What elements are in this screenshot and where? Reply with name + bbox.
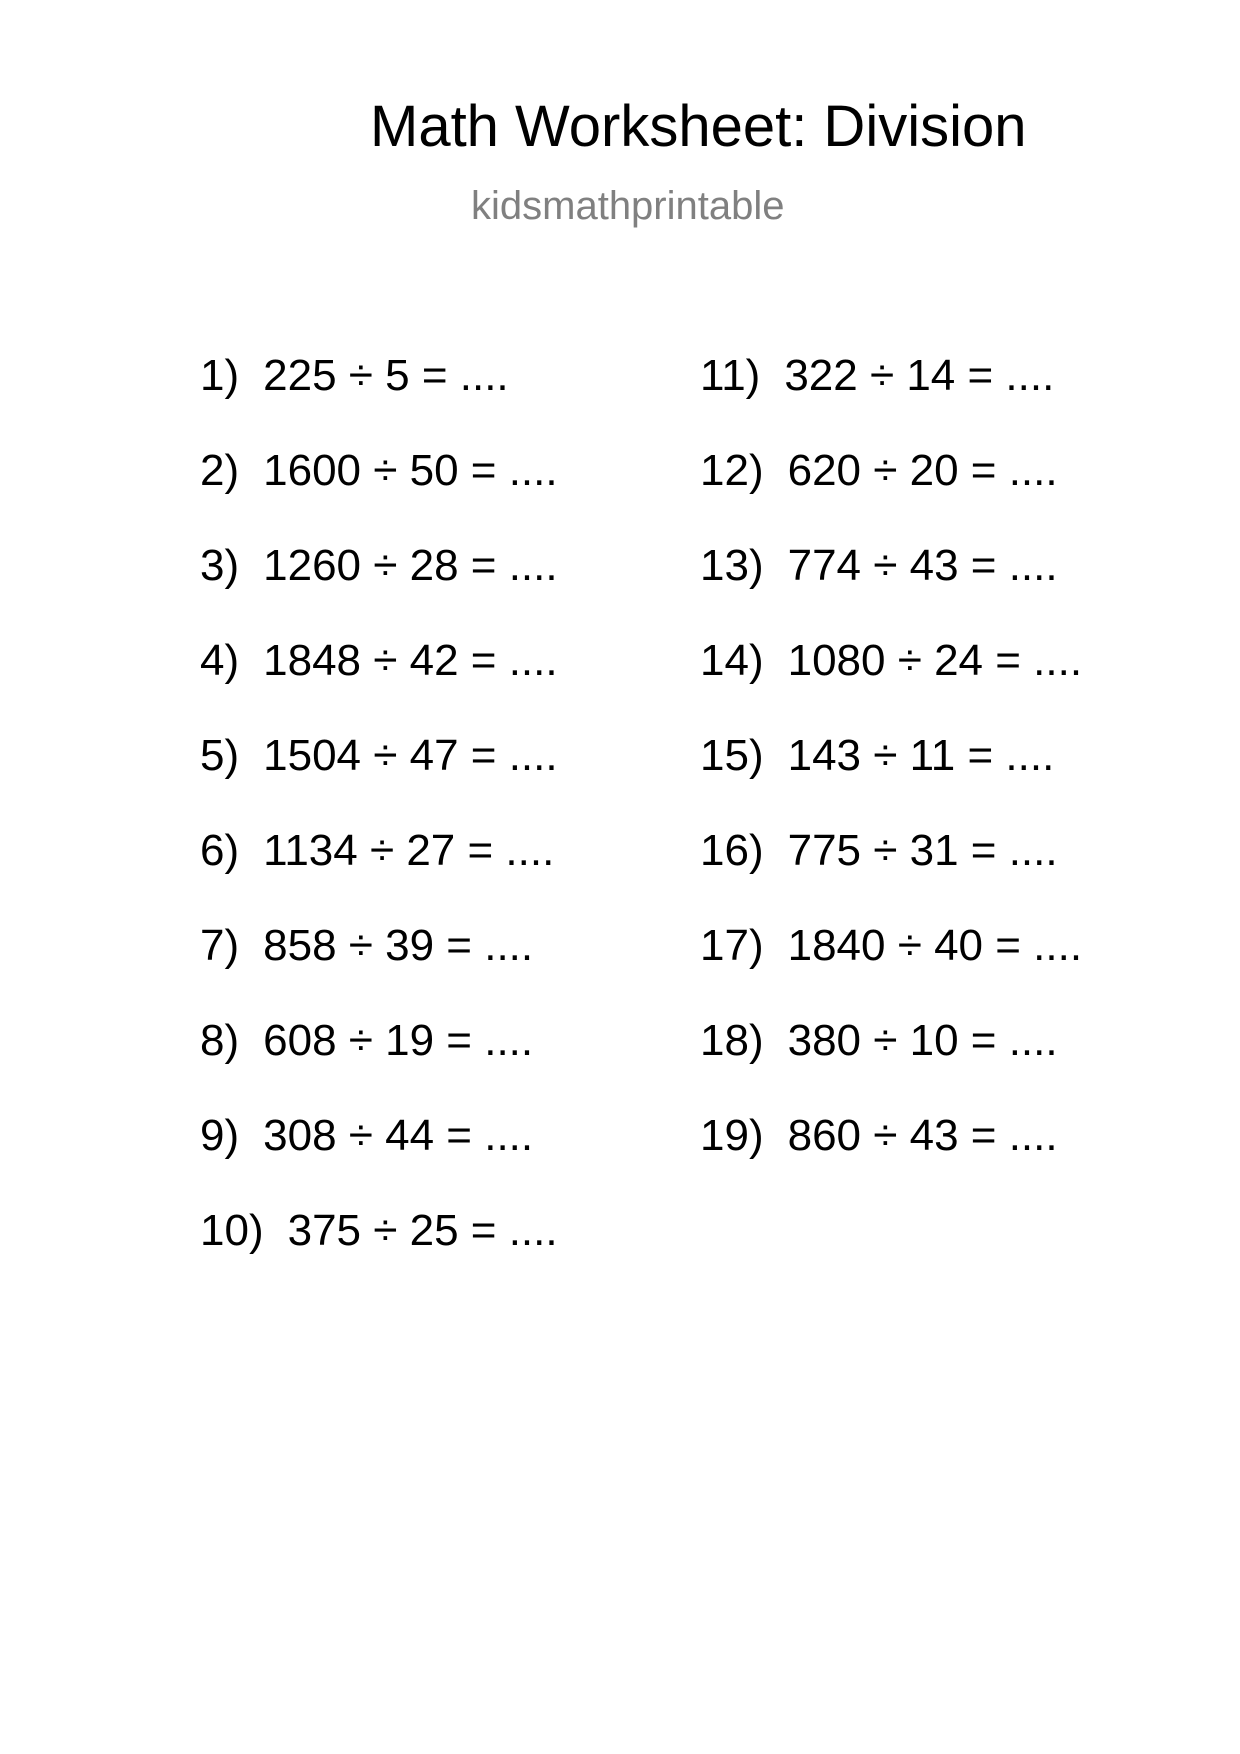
problem-item [700,445,1082,540]
page-title: Math Worksheet: Division [370,94,1027,159]
problem-item [200,445,558,540]
problem-item [700,540,1082,635]
problem-number: 6) [200,826,240,875]
problem-number: 4) [200,636,240,685]
problem-number: 1) [200,351,240,400]
problem-item [700,730,1082,825]
problem-item [200,540,558,635]
problem-number: 17) [700,921,764,970]
problem-expression: 380 ÷ 10 = .... [787,1016,1058,1065]
problem-list-left [200,350,558,1300]
problem-item [200,920,558,1015]
problem-list-right [700,350,1082,1205]
problem-expression: 143 ÷ 11 = .... [787,731,1055,780]
problem-number: 14) [700,636,764,685]
problem-item [700,825,1082,920]
problem-number: 12) [700,446,764,495]
problem-item [200,350,558,445]
problem-item [200,730,558,825]
problem-expression: 608 ÷ 19 = .... [263,1016,534,1065]
problem-expression: 858 ÷ 39 = .... [263,921,534,970]
problem-item [700,1015,1082,1110]
problem-number: 16) [700,826,764,875]
problem-expression: 1600 ÷ 50 = .... [263,446,558,495]
problem-item [700,1110,1082,1205]
page-subtitle: kidsmathprintable [471,184,785,228]
problem-expression: 1840 ÷ 40 = .... [787,921,1083,970]
problem-item [200,1110,558,1205]
problem-item [700,635,1082,730]
problem-number: 18) [700,1016,764,1065]
problem-number: 13) [700,541,764,590]
problem-item [700,350,1082,445]
problem-item [200,1015,558,1110]
problem-expression: 1504 ÷ 47 = .... [263,731,558,780]
problem-item [700,920,1082,1015]
problem-expression: 308 ÷ 44 = .... [263,1111,534,1160]
problem-expression: 1080 ÷ 24 = .... [787,636,1083,685]
problem-item [200,825,558,920]
problem-number: 10) [200,1206,264,1255]
problem-number: 5) [200,731,240,780]
problem-expression: 375 ÷ 25 = .... [287,1206,558,1255]
problem-expression: 225 ÷ 5 = .... [263,351,509,400]
problem-expression: 775 ÷ 31 = .... [787,826,1058,875]
problem-expression: 860 ÷ 43 = .... [787,1111,1058,1160]
problem-expression: 1134 ÷ 27 = .... [263,826,555,875]
problem-number: 15) [700,731,764,780]
problem-expression: 1848 ÷ 42 = .... [263,636,558,685]
problem-number: 3) [200,541,240,590]
problem-number: 7) [200,921,240,970]
problem-expression: 620 ÷ 20 = .... [787,446,1058,495]
problem-expression: 1260 ÷ 28 = .... [263,541,558,590]
problem-expression: 774 ÷ 43 = .... [787,541,1058,590]
problem-number: 2) [200,446,240,495]
problem-number: 11) [700,351,761,400]
problem-number: 8) [200,1016,240,1065]
problem-number: 9) [200,1111,240,1160]
problem-item [200,1205,558,1300]
problem-item [200,635,558,730]
problem-expression: 322 ÷ 14 = .... [784,351,1055,400]
problem-number: 19) [700,1111,764,1160]
